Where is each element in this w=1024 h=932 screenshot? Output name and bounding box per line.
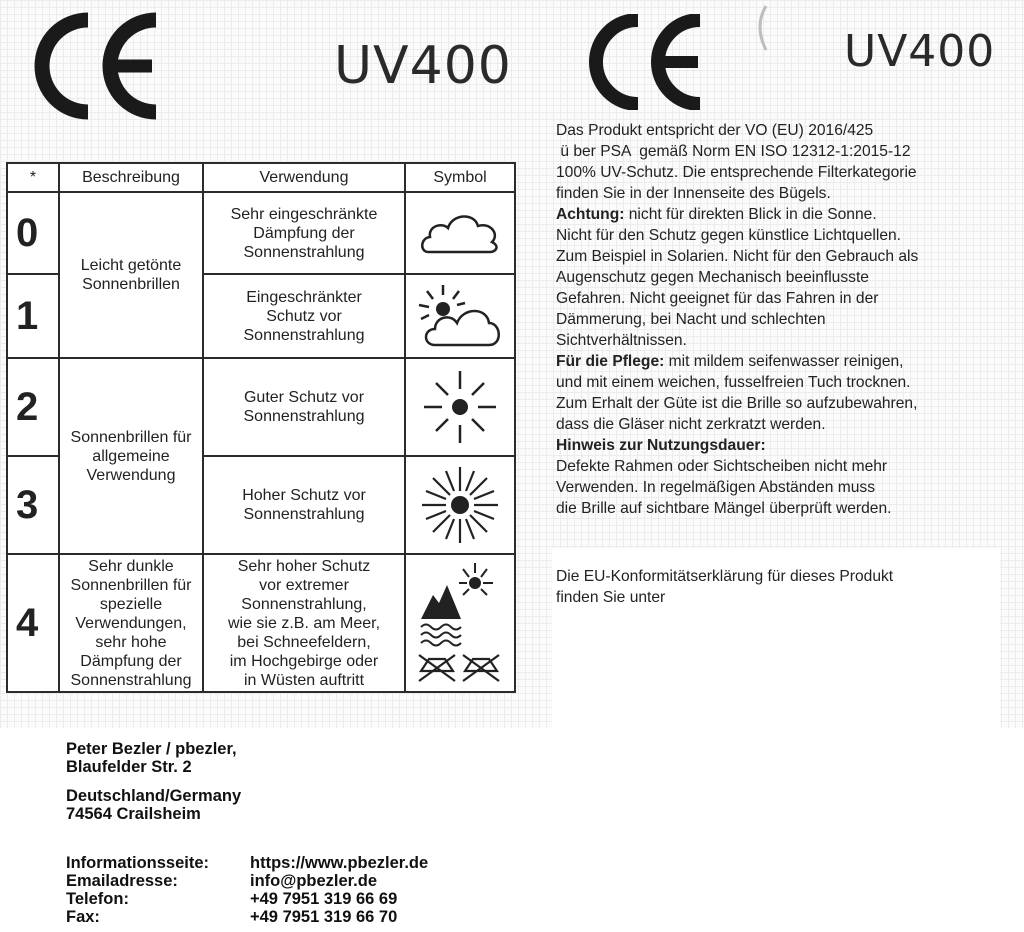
- category-number: 3: [7, 456, 59, 554]
- care-label: Für die Pflege:: [556, 353, 665, 370]
- contact-row: [66, 908, 428, 926]
- contact-label: Telefon:: [66, 890, 129, 908]
- header-use: Verwendung: [203, 163, 405, 192]
- bright-sun-icon: [418, 463, 502, 547]
- scan-mark: [752, 4, 772, 54]
- eu-conformity-note: [556, 566, 1016, 608]
- mountain-sea-no-driving-icon: [415, 559, 505, 687]
- contact-label: Informationsseite:: [66, 854, 210, 872]
- care-line: Für die Pflege: mit mildem seifenwasser reinigen,: [556, 353, 904, 370]
- email-link[interactable]: info@pbezler.de: [250, 872, 378, 890]
- description-general-use: Sonnenbrillen für allgemeine Verwendung: [59, 358, 203, 554]
- notice-line: die Brille auf sichtbare Mängel überprüft werden.: [556, 500, 892, 517]
- use-cell: Hoher Schutz vor Sonnenstrahlung: [203, 456, 405, 554]
- category-number: 0: [7, 192, 59, 274]
- header-category: *: [7, 163, 59, 192]
- company-name: Peter Bezler / pbezler,: [66, 740, 237, 758]
- table-row: [7, 358, 515, 456]
- symbol-cell: [405, 274, 515, 358]
- sun-icon: [420, 367, 500, 447]
- notice-line: Dämmerung, bei Nacht und schlechten: [556, 311, 826, 328]
- use-cell: Sehr eingeschränkte Dämpfung der Sonnenstrahlung: [203, 192, 405, 274]
- use-cell: Sehr hoher Schutz vor extremer Sonnenstrahlung, wie sie z.B. am Meer, bei Schneefeldern, im Hochgebirge oder in Wüsten auftritt: [203, 554, 405, 692]
- notice-line: Zum Erhalt der Güte ist die Brille so aufzubewahren,: [556, 395, 918, 412]
- notice-line: ü ber PSA gemäß Norm EN ISO 12312-1:2015-12: [556, 143, 911, 160]
- notice-line: Verwenden. In regelmäßigen Abständen muss: [556, 479, 876, 496]
- category-number: 1: [7, 274, 59, 358]
- sun-behind-cloud-icon: [415, 283, 505, 349]
- city: 74564 Crailsheim: [66, 805, 201, 823]
- phone-number: +49 7951 319 66 69: [250, 890, 398, 908]
- usage-label: Hinweis zur Nutzungsdauer:: [556, 437, 766, 454]
- notice-line: Sichtverhältnissen.: [556, 332, 687, 349]
- notice-line: und mit einem weichen, fusselfreien Tuch trocknen.: [556, 374, 911, 391]
- category-number: 4: [7, 554, 59, 692]
- table-row: [7, 554, 515, 692]
- safety-notice: [556, 120, 1016, 519]
- fax-number: +49 7951 319 66 70: [250, 908, 398, 926]
- notice-line: Gefahren. Nicht geeignet für das Fahren in der: [556, 290, 879, 307]
- warning-line: Achtung: nicht für direkten Blick in die Sonne.: [556, 206, 877, 223]
- table-row: [7, 192, 515, 274]
- contact-row: [66, 890, 428, 908]
- notice-line: Das Produkt entspricht der VO (EU) 2016/425: [556, 122, 874, 139]
- country: Deutschland/Germany: [66, 787, 242, 805]
- notice-line: Defekte Rahmen oder Sichtscheiben nicht mehr: [556, 458, 888, 475]
- description-light-tint: Leicht getönte Sonnenbrillen: [59, 192, 203, 358]
- manufacturer-address: [66, 740, 241, 823]
- header-symbol: Symbol: [405, 163, 515, 192]
- contact-label: Fax:: [66, 908, 100, 926]
- uv400-label-left: UV400: [334, 36, 512, 96]
- conformity-line: finden Sie unter: [556, 589, 666, 606]
- street: Blaufelder Str. 2: [66, 758, 192, 776]
- notice-line: 100% UV-Schutz. Die entsprechende Filterkategorie: [556, 164, 917, 181]
- contact-row: [66, 854, 428, 872]
- contact-row: [66, 872, 428, 890]
- category-number: 2: [7, 358, 59, 456]
- use-cell: Eingeschränkter Schutz vor Sonnenstrahlung: [203, 274, 405, 358]
- symbol-cell: [405, 192, 515, 274]
- symbol-cell: [405, 554, 515, 692]
- header-description: Beschreibung: [59, 163, 203, 192]
- uv400-label-right: UV400: [844, 26, 996, 77]
- symbol-cell: [405, 456, 515, 554]
- description-very-dark: Sehr dunkle Sonnenbrillen für spezielle Verwendungen, sehr hohe Dämpfung der Sonnenstrahlung: [59, 554, 203, 692]
- use-cell: Guter Schutz vor Sonnenstrahlung: [203, 358, 405, 456]
- symbol-cell: [405, 358, 515, 456]
- notice-line: Zum Beispiel in Solarien. Nicht für den Gebrauch als: [556, 248, 919, 265]
- notice-line: finden Sie in der Innenseite des Bügels.: [556, 185, 831, 202]
- contact-list: [66, 854, 428, 926]
- cloud-icon: [420, 210, 500, 256]
- conformity-line: Die EU-Konformitätserklärung für dieses Produkt: [556, 568, 894, 585]
- ce-mark-logo-left: [28, 12, 168, 120]
- table-header-row: [7, 163, 515, 192]
- notice-line: Augenschutz gegen Mechanisch beeinflusste: [556, 269, 869, 286]
- notice-line: dass die Gläser nicht zerkratzt werden.: [556, 416, 826, 433]
- ce-mark-logo-right: [584, 14, 712, 110]
- filter-category-table: [6, 162, 516, 693]
- warning-label: Achtung:: [556, 206, 625, 223]
- contact-label: Emailadresse:: [66, 872, 178, 890]
- website-link[interactable]: https://www.pbezler.de: [250, 854, 429, 872]
- notice-line: Nicht für den Schutz gegen künstlice Lichtquellen.: [556, 227, 902, 244]
